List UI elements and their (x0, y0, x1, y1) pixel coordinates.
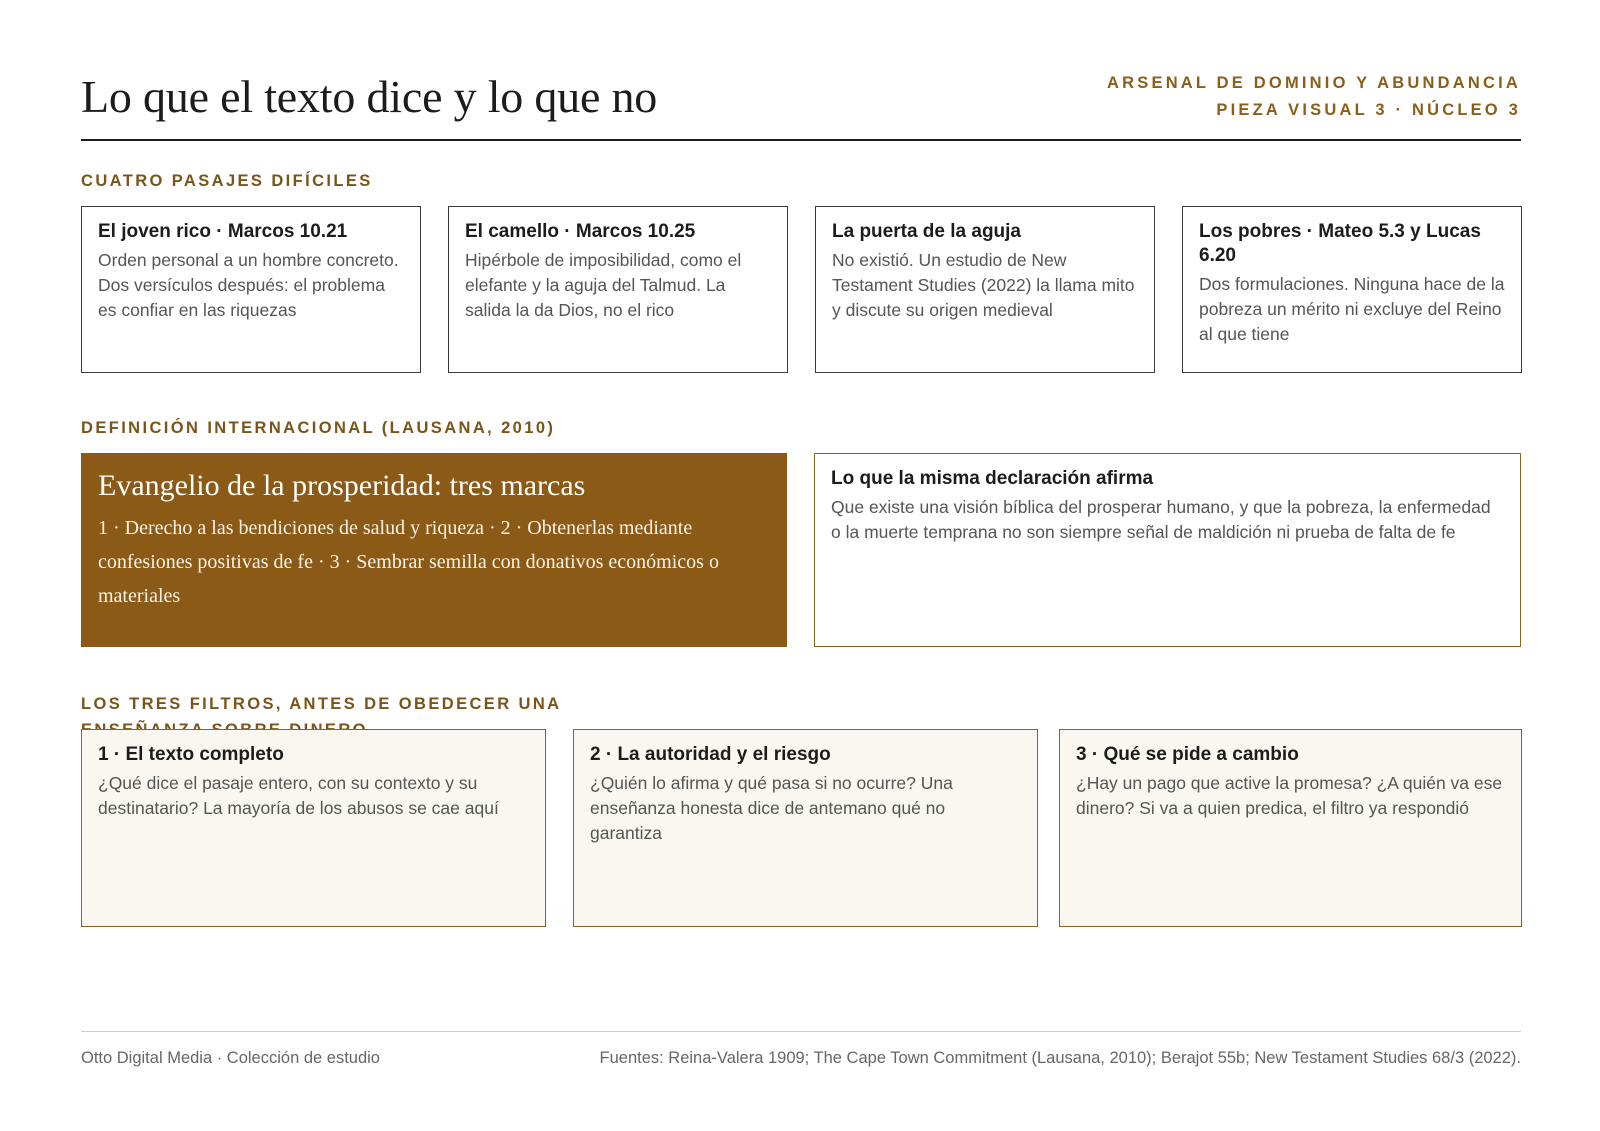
declaration-affirms-card (814, 453, 1521, 647)
passages-heading: CUATRO PASAJES DIFÍCILES (81, 172, 373, 190)
passage-card-puerta-aguja (815, 206, 1155, 373)
filter-card-title: 1 · El texto completo (98, 744, 284, 765)
passage-card-title: El joven rico · Marcos 10.21 (98, 221, 348, 242)
definition-heading: DEFINICIÓN INTERNACIONAL (LAUSANA, 2010) (81, 419, 556, 437)
header-meta-piece: PIEZA VISUAL 3 · NÚCLEO 3 (1216, 101, 1521, 119)
header-meta-series: ARSENAL DE DOMINIO Y ABUNDANCIA (1107, 74, 1521, 92)
definition-title: Evangelio de la prosperidad: tres marcas (98, 469, 586, 502)
footer-divider (81, 1031, 1521, 1032)
filter-card-autoridad (573, 729, 1038, 927)
passage-card-title: La puerta de la aguja (832, 221, 1021, 242)
filter-card-cambio (1059, 729, 1522, 927)
filter-card-title: 2 · La autoridad y el riesgo (590, 744, 831, 765)
passage-card-body: Dos formulaciones. Ninguna hace de la pobreza un mérito ni excluye del Reino al que tiene (1199, 274, 1505, 344)
header-meta (1107, 70, 1521, 124)
footer-sources: Fuentes: Reina-Valera 1909; The Cape Town Commitment (Lausana, 2010); Berajot 55b; New Testament Studies 68/3 (2022). (599, 1049, 1521, 1067)
passage-card-title: El camello · Marcos 10.25 (465, 221, 696, 242)
passage-card-pobres (1182, 206, 1522, 373)
footer-credit: Otto Digital Media · Colección de estudio (81, 1049, 380, 1067)
filter-card-body: ¿Hay un pago que active la promesa? ¿A quién va ese dinero? Si va a quien predica, el filtro ya respondió (1076, 773, 1503, 818)
passage-card-camello (448, 206, 788, 373)
page-title: Lo que el texto dice y lo que no (81, 71, 658, 122)
filters-heading: LOS TRES FILTROS, ANTES DE OBEDECER UNA (81, 695, 561, 713)
filter-card-body: ¿Quién lo afirma y qué pasa si no ocurre? Una enseñanza honesta dice de antemano qué no garantiza (590, 773, 953, 843)
passage-card-title: Los pobres · Mateo 5.3 y Lucas 6.20 (1199, 221, 1481, 266)
prosperity-gospel-definition (81, 453, 787, 647)
filter-card-body: ¿Qué dice el pasaje entero, con su contexto y su destinatario? La mayoría de los abusos se cae aquí (98, 773, 499, 818)
filter-card-texto (81, 729, 546, 927)
passage-card-body: Hipérbole de imposibilidad, como el elefante y la aguja del Talmud. La salida la da Dios, no el rico (465, 250, 742, 320)
passage-card-joven-rico (81, 206, 421, 373)
passage-card-body: No existió. Un estudio de New Testament Studies (2022) la llama mito y discute su origen medieval (832, 250, 1135, 320)
filter-card-title: 3 · Qué se pide a cambio (1076, 744, 1299, 765)
definition-body: 1 · Derecho a las bendiciones de salud y riqueza · 2 · Obtenerlas mediante confesiones positivas de fe · 3 · Sembrar semilla con donativos económicos o materiales (98, 517, 719, 607)
affirm-body: Que existe una visión bíblica del prosperar humano, y que la pobreza, la enfermedad o la muerte temprana no son siempre señal de maldición ni prueba de falta de fe (831, 497, 1491, 542)
affirm-title: Lo que la misma declaración afirma (831, 468, 1154, 489)
header-divider (81, 139, 1521, 141)
passage-card-body: Orden personal a un hombre concreto. Dos versículos después: el problema es confiar en las riquezas (98, 250, 399, 320)
